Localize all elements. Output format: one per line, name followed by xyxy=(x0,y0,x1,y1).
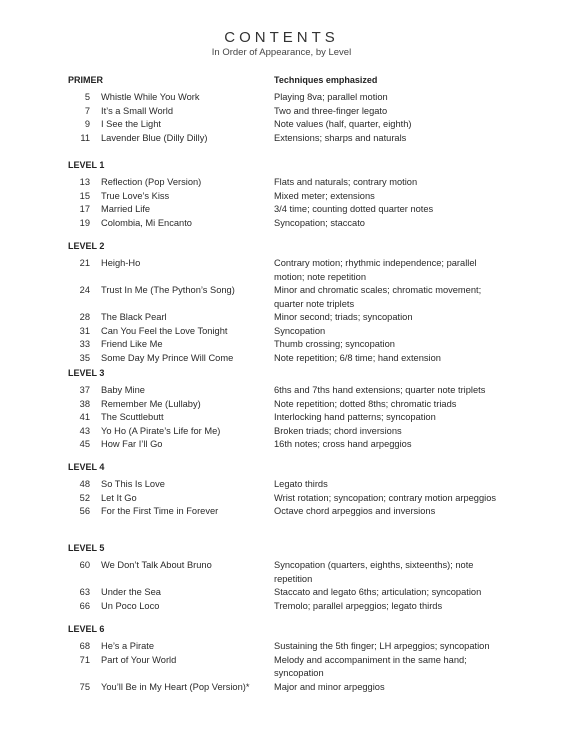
page-number: 43 xyxy=(79,425,90,436)
song-title: The Scuttlebutt xyxy=(101,412,164,422)
page-number: 37 xyxy=(79,385,90,395)
page-number: 11 xyxy=(80,132,90,143)
song-title: Under the Sea xyxy=(101,587,161,597)
page-number: 35 xyxy=(79,352,90,363)
page-number: 71 xyxy=(79,654,90,665)
technique-text: Playing 8va; parallel motion xyxy=(274,92,388,102)
page-number: 7 xyxy=(84,105,90,116)
page-number: 56 xyxy=(79,506,90,516)
page-number: 75 xyxy=(79,681,90,692)
page-number: 17 xyxy=(79,204,90,214)
song-title: The Black Pearl xyxy=(101,312,167,322)
technique-text: 6ths and 7ths hand extensions; quarter note triplets xyxy=(274,385,486,395)
page-number: 9 xyxy=(84,119,90,129)
technique-text: Tremolo; parallel arpeggios; legato thirds xyxy=(274,600,443,611)
technique-text: Note repetition; 6/8 time; hand extension xyxy=(274,352,441,363)
page-number: 19 xyxy=(79,217,90,228)
page-number: 31 xyxy=(79,325,90,336)
technique-text: Sustaining the 5th finger; LH arpeggios; syncopation xyxy=(274,641,490,651)
page-number: 60 xyxy=(79,560,90,570)
page-subtitle: In Order of Appearance, by Level xyxy=(211,47,352,58)
technique-text: Minor second; triads; syncopation xyxy=(274,312,413,322)
song-title: How Far I’ll Go xyxy=(101,439,163,449)
technique-text: Note values (half, quarter, eighth) xyxy=(274,119,412,129)
song-title: Some Day My Prince Will Come xyxy=(101,352,234,363)
song-title: Reflection (Pop Version) xyxy=(101,177,202,187)
technique-text: Legato thirds xyxy=(274,479,328,489)
song-title: Un Poco Loco xyxy=(101,600,160,611)
technique-text: Staccato and legato 6ths; articulation; syncopation xyxy=(274,587,482,597)
song-title: Part of Your World xyxy=(101,654,177,665)
page-title: CONTENTS xyxy=(224,29,339,46)
song-title: For the First Time in Forever xyxy=(101,506,219,516)
technique-text: Flats and naturals; contrary motion xyxy=(274,177,418,187)
page-number: 63 xyxy=(79,587,90,597)
technique-text: Mixed meter; extensions xyxy=(274,190,375,201)
song-title: Heigh-Ho xyxy=(101,258,141,268)
page-number: 13 xyxy=(79,177,90,187)
page-number: 66 xyxy=(79,600,90,611)
technique-text: Note repetition; dotted 8ths; chromatic triads xyxy=(274,398,457,409)
song-title: Lavender Blue (Dilly Dilly) xyxy=(101,132,208,143)
technique-text: Syncopation (quarters, eighths, sixteenths); note repetition xyxy=(274,560,474,584)
page-number: 41 xyxy=(79,412,90,422)
song-title: Friend Like Me xyxy=(101,339,163,349)
page-number: 68 xyxy=(79,641,90,651)
song-title: Let It Go xyxy=(101,492,137,503)
level-heading: LEVEL 1 xyxy=(68,160,105,170)
technique-text: Two and three-finger legato xyxy=(274,105,388,116)
page-number: 33 xyxy=(79,339,90,349)
technique-text: Interlocking hand patterns; syncopation xyxy=(274,412,436,422)
technique-text: Syncopation; staccato xyxy=(274,217,365,228)
technique-text: Extensions; sharps and naturals xyxy=(274,132,407,143)
song-title: Married Life xyxy=(101,204,151,214)
song-title: You’ll Be in My Heart (Pop Version)* xyxy=(101,681,250,692)
technique-text: Wrist rotation; syncopation; contrary motion arpeggios xyxy=(274,492,497,503)
level-heading: PRIMER xyxy=(68,75,104,85)
song-title: Can You Feel the Love Tonight xyxy=(101,325,228,336)
technique-text: Octave chord arpeggios and inversions xyxy=(274,506,436,516)
technique-text: Melody and accompaniment in the same hand; syncopation xyxy=(274,654,467,678)
page-number: 5 xyxy=(84,92,90,102)
page-number: 28 xyxy=(79,312,90,322)
page-number: 24 xyxy=(79,285,90,295)
level-heading: LEVEL 5 xyxy=(68,543,105,553)
song-title: Yo Ho (A Pirate’s Life for Me) xyxy=(101,425,221,436)
techniques-column-header: Techniques emphasized xyxy=(274,75,378,85)
page-number: 38 xyxy=(79,398,90,409)
technique-text: Thumb crossing; syncopation xyxy=(274,339,395,349)
level-heading: LEVEL 2 xyxy=(68,241,105,251)
song-title: Baby Mine xyxy=(101,385,145,395)
song-title: Remember Me (Lullaby) xyxy=(101,398,201,409)
page-number: 52 xyxy=(79,492,90,503)
song-title: He’s a Pirate xyxy=(101,641,155,651)
technique-text: Broken triads; chord inversions xyxy=(274,425,402,436)
song-title: It’s a Small World xyxy=(101,105,173,116)
page-number: 15 xyxy=(79,190,90,201)
song-title: I See the Light xyxy=(101,119,161,129)
technique-text: Contrary motion; rhythmic independence; parallel motion; note repetition xyxy=(274,258,477,282)
technique-text: Major and minor arpeggios xyxy=(274,681,385,692)
technique-text: Minor and chromatic scales; chromatic movement; quarter note triplets xyxy=(274,285,482,309)
song-title: True Love’s Kiss xyxy=(101,190,170,201)
technique-text: 3/4 time; counting dotted quarter notes xyxy=(274,204,434,214)
song-title: Trust In Me (The Python’s Song) xyxy=(101,285,235,295)
song-title: Colombia, Mi Encanto xyxy=(101,217,192,228)
technique-text: Syncopation xyxy=(274,325,326,336)
song-title: We Don’t Talk About Bruno xyxy=(101,560,212,570)
page-number: 45 xyxy=(79,439,90,449)
level-heading: LEVEL 6 xyxy=(68,624,105,634)
level-heading: LEVEL 3 xyxy=(68,368,105,378)
song-title: So This Is Love xyxy=(101,479,165,489)
level-heading: LEVEL 4 xyxy=(68,462,105,472)
page-number: 48 xyxy=(79,479,90,489)
technique-text: 16th notes; cross hand arpeggios xyxy=(274,439,412,449)
song-title: Whistle While You Work xyxy=(101,92,200,102)
page-number: 21 xyxy=(79,258,90,268)
